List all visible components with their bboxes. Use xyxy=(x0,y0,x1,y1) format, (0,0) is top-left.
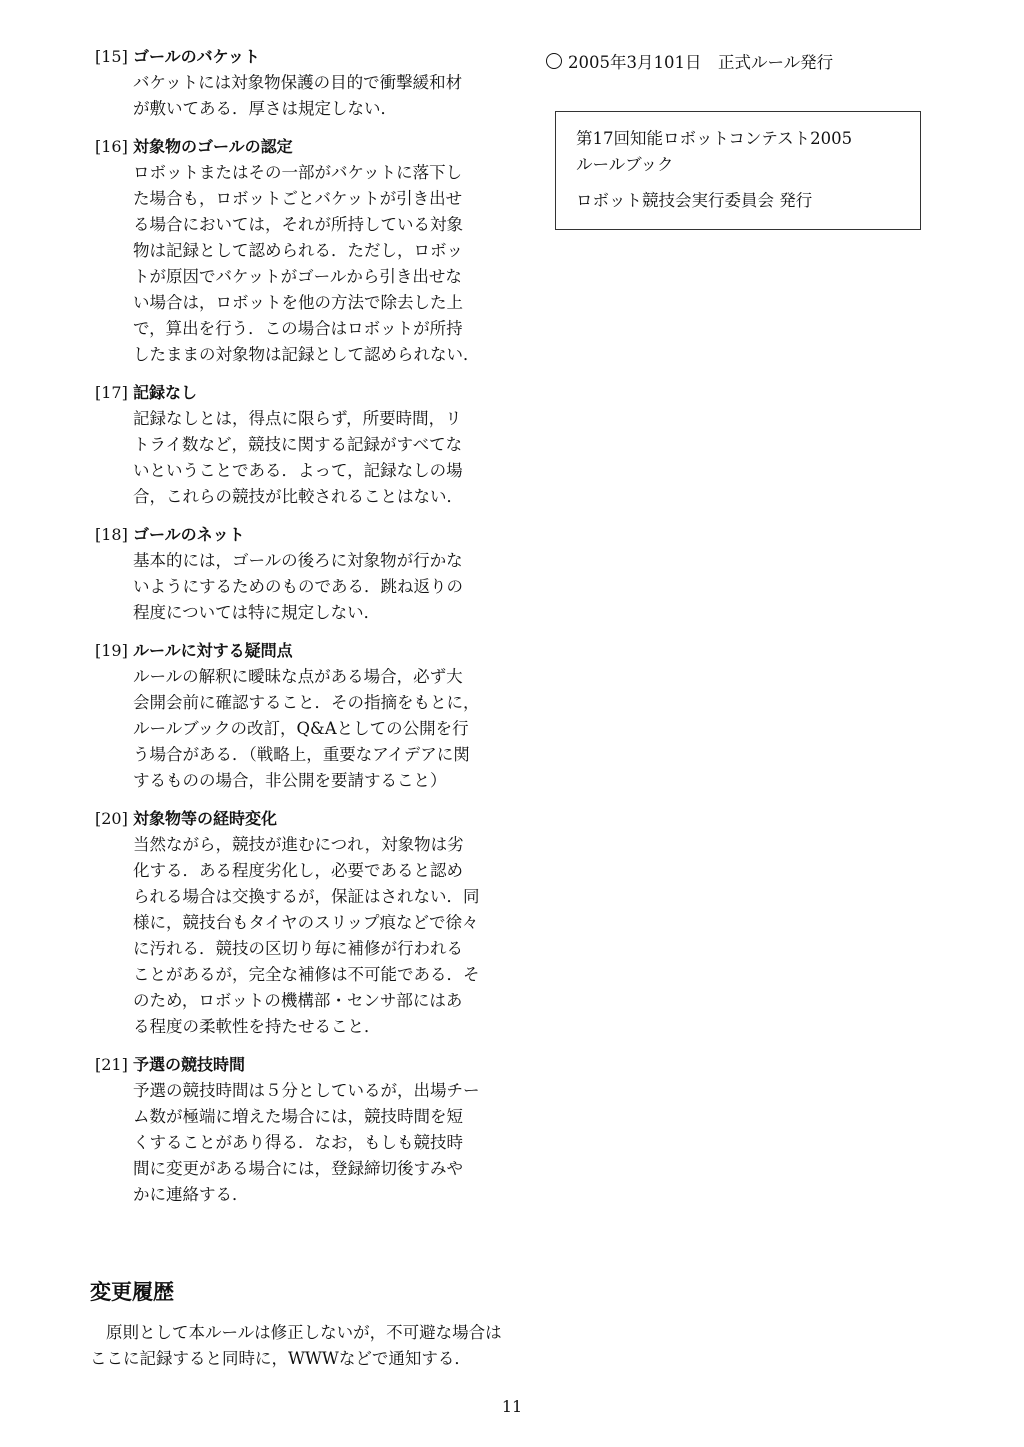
rule-line: 様に，競技台もタイヤのスリップ痕などで徐々 xyxy=(133,913,479,932)
release-note xyxy=(546,50,833,76)
rule-body xyxy=(133,664,500,794)
rule-line: バケットには対象物保護の目的で衝撃緩和材 xyxy=(133,73,463,92)
rule-item xyxy=(90,638,500,794)
rule-line: る程度の柔軟性を持たせること． xyxy=(133,1017,381,1036)
rule-line: た場合も，ロボットごとバケットが引き出せ xyxy=(133,189,463,208)
rule-line: 間に変更がある場合には，登録締切後すみや xyxy=(133,1159,463,1178)
rule-line: 合，これらの競技が比較されることはない． xyxy=(133,487,463,506)
rule-line: う場合がある．（戦略上，重要なアイデアに関 xyxy=(133,745,470,764)
rule-line: 基本的には，ゴールの後ろに対象物が行かな xyxy=(133,551,463,570)
rule-line: ことがあるが，完全な補修は不可能である．そ xyxy=(133,965,480,984)
rule-line: のため，ロボットの機構部・センサ部にはあ xyxy=(133,991,463,1010)
rule-number: [19] xyxy=(95,641,128,660)
rule-line: が敷いてある．厚さは規定しない． xyxy=(133,99,397,118)
rulebook-title-line: ルールブック xyxy=(576,155,674,174)
rule-line: ルールブックの改訂，Q&Aとしての公開を行 xyxy=(133,719,469,738)
rule-line: いということである．よって，記録なしの場 xyxy=(133,461,463,480)
rule-line: したままの対象物は記録として認められない． xyxy=(133,345,480,364)
rule-number: [17] xyxy=(95,383,128,402)
rule-line: いようにするためのものである．跳ね返りの xyxy=(133,577,463,596)
rule-heading: 対象物等の経時変化 xyxy=(133,809,278,828)
rule-line: る場合においては，それが所持している対象 xyxy=(133,215,463,234)
rule-line: い場合は，ロボットを他の方法で除去した上 xyxy=(133,293,463,312)
rule-line: 化する．ある程度劣化し，必要であると認め xyxy=(133,861,463,880)
rule-line: 記録なしとは，得点に限らず，所要時間，リ xyxy=(133,409,462,428)
rule-line: くすることがあり得る．なお，もしも競技時 xyxy=(133,1133,463,1152)
release-text: 2005年3月101日 正式ルール発行 xyxy=(568,53,834,72)
rule-line: 予選の競技時間は５分としているが，出場チー xyxy=(133,1081,480,1100)
rule-line: かに連絡する． xyxy=(133,1185,249,1204)
rule-heading: ゴールのネット xyxy=(133,525,245,544)
publisher: ロボット競技会実行委員会 発行 xyxy=(576,191,813,210)
rule-heading: 記録なし xyxy=(133,383,198,402)
rule-item xyxy=(90,522,500,626)
rule-heading: 予選の競技時間 xyxy=(133,1055,246,1074)
rule-item xyxy=(90,134,500,368)
rule-line: に汚れる．競技の区切り毎に補修が行われる xyxy=(133,939,463,958)
rule-number: [20] xyxy=(95,809,128,828)
rule-line: ロボットまたはその一部がバケットに落下し xyxy=(133,163,463,182)
rule-heading: ルールに対する疑問点 xyxy=(133,641,293,660)
rule-line: ム数が極端に増えた場合には，競技時間を短 xyxy=(133,1107,463,1126)
rule-line: 当然ながら，競技が進むにつれ，対象物は劣 xyxy=(133,835,464,854)
rule-body xyxy=(133,1078,500,1208)
circle-icon xyxy=(546,53,562,69)
rule-line: ルールの解釈に曖昧な点がある場合，必ず大 xyxy=(133,667,463,686)
paragraph-line: 原則として本ルールは修正しないが，不可避な場合は xyxy=(106,1323,502,1342)
rule-item xyxy=(90,806,500,1040)
rulebook-info-box xyxy=(555,111,921,230)
rules-column xyxy=(90,44,500,1220)
rule-item xyxy=(90,380,500,510)
page-number: 11 xyxy=(501,1397,523,1416)
rule-line: するものの場合，非公開を要請すること） xyxy=(133,771,447,790)
rule-line: で，算出を行う．この場合はロボットが所持 xyxy=(133,319,463,338)
rule-body xyxy=(133,406,500,510)
rule-body xyxy=(133,832,500,1040)
rule-body xyxy=(133,160,500,368)
rule-number: [21] xyxy=(95,1055,128,1074)
rule-item xyxy=(90,44,500,122)
paragraph-line: ここに記録すると同時に，WWWなどで通知する． xyxy=(90,1349,471,1368)
rule-line: トが原因でバケットがゴールから引き出せな xyxy=(133,267,462,286)
rule-line: 程度については特に規定しない． xyxy=(133,603,381,622)
rule-number: [18] xyxy=(95,525,128,544)
rule-line: 会開会前に確認すること．その指摘をもとに， xyxy=(133,693,480,712)
section-title-change-history: 変更履歴 xyxy=(90,1280,174,1304)
rule-heading: 対象物のゴールの認定 xyxy=(133,137,293,156)
rule-heading: ゴールのバケット xyxy=(133,47,260,66)
rule-body xyxy=(133,70,500,122)
rule-body xyxy=(133,548,500,626)
change-history-paragraph xyxy=(90,1320,500,1372)
rule-line: られる場合は交換するが，保証はされない．同 xyxy=(133,887,480,906)
rule-number: [15] xyxy=(95,47,128,66)
rulebook-title-line: 第17回知能ロボットコンテスト2005 xyxy=(576,129,853,148)
rule-line: トライ数など，競技に関する記録がすべてな xyxy=(133,435,463,454)
rule-number: [16] xyxy=(95,137,128,156)
rule-item xyxy=(90,1052,500,1208)
rule-line: 物は記録として認められる．ただし，ロボッ xyxy=(133,241,463,260)
